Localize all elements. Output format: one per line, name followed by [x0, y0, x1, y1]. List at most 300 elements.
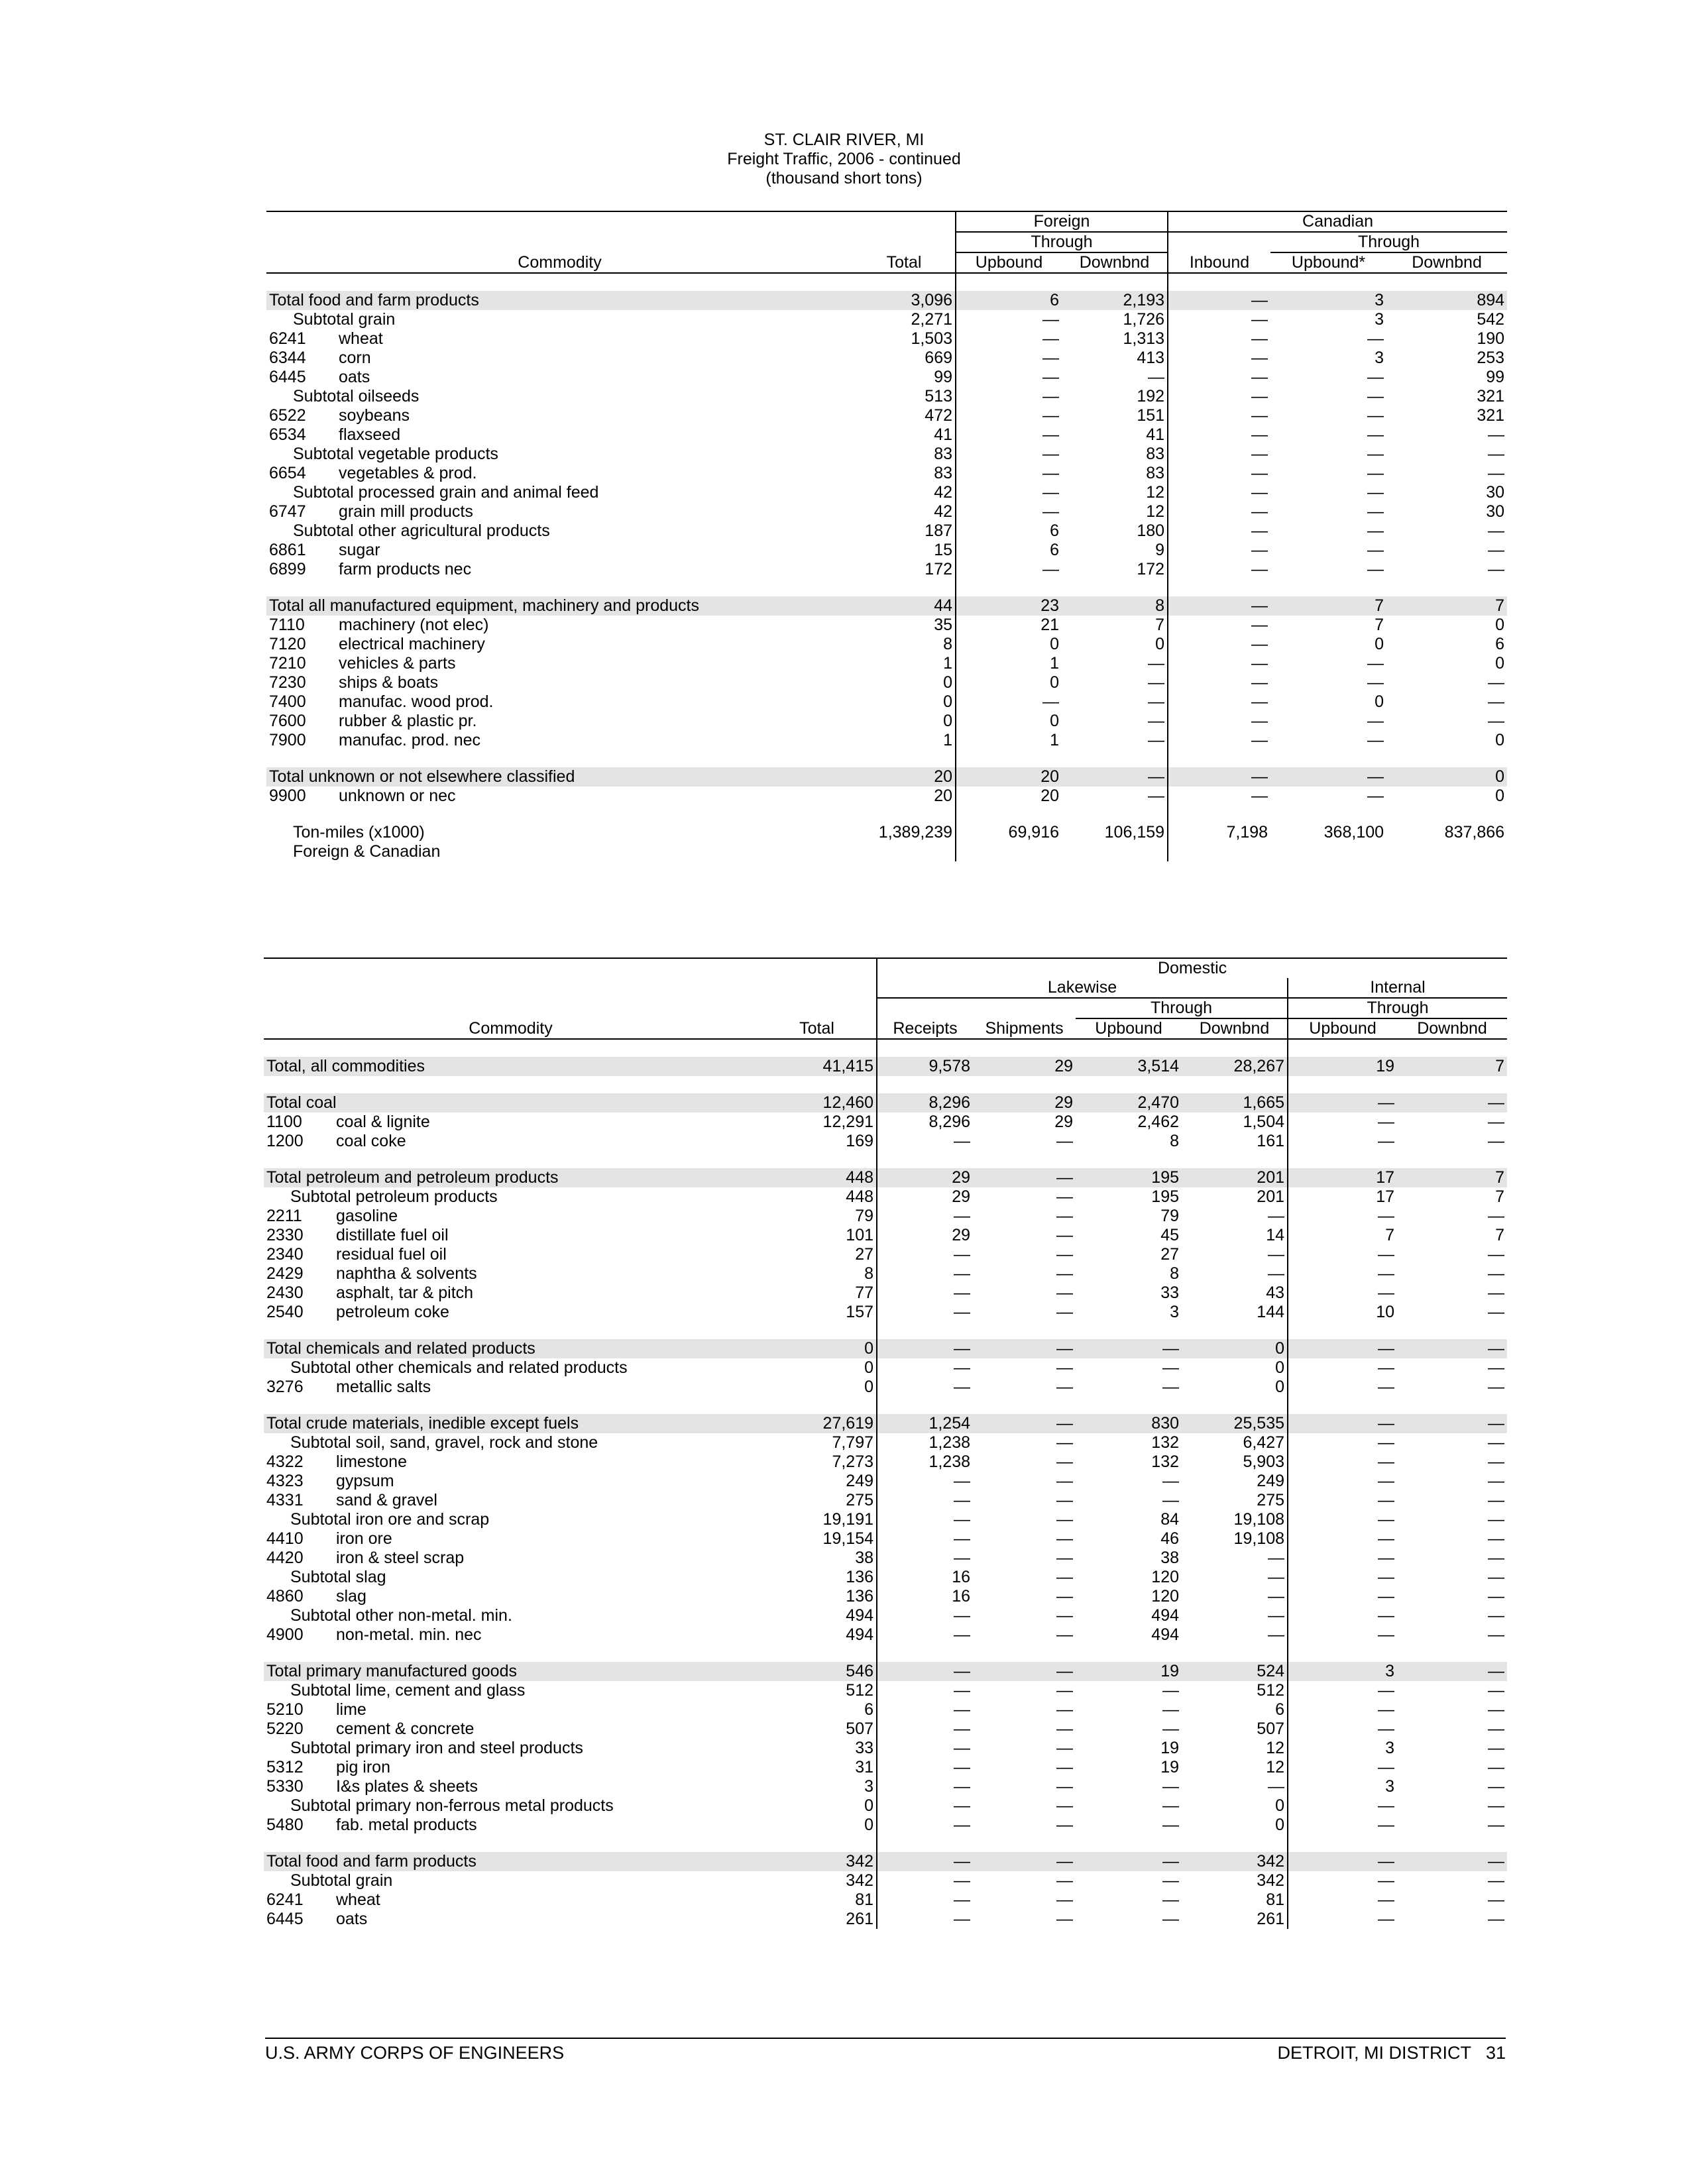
value-cell: — — [1488, 1472, 1505, 1490]
value-cell: 157 — [846, 1303, 874, 1321]
value-cell: 8,296 — [877, 1113, 973, 1132]
value-cell: 494 — [846, 1625, 874, 1644]
value-cell: 2,271 — [911, 310, 953, 329]
value-cell: — — [1488, 1207, 1505, 1225]
value-cell: 894 — [1386, 291, 1507, 310]
value-cell: — — [877, 1378, 973, 1397]
value-cell: 161 — [1257, 1132, 1285, 1150]
value-cell: 0 — [943, 712, 953, 730]
value-cell: — — [956, 368, 1062, 387]
value-cell: — — [1162, 1358, 1180, 1377]
value-cell: 1,238 — [877, 1452, 973, 1472]
value-cell: — — [1168, 521, 1270, 541]
value-cell: — — [1288, 1378, 1397, 1397]
value-cell: 201 — [1257, 1187, 1285, 1206]
commodity-row — [266, 787, 1507, 806]
commodity-row — [264, 1549, 1507, 1568]
value-cell: — — [1488, 445, 1505, 463]
value-cell: 180 — [1137, 521, 1165, 540]
commodity-label: Subtotal other agricultural products — [293, 521, 550, 540]
value-cell: — — [1056, 1226, 1074, 1244]
commodity-code: 7600 — [269, 712, 306, 730]
commodity-label: pig iron — [336, 1758, 390, 1776]
value-cell: — — [1488, 1510, 1505, 1529]
value-cell: 2,462 — [1137, 1113, 1180, 1131]
value-cell: 19 — [1076, 1662, 1182, 1681]
value-cell: 6 — [956, 291, 1062, 310]
total-row — [264, 1057, 1507, 1076]
value-cell: — — [1367, 521, 1384, 540]
value-cell: 7 — [1495, 1187, 1505, 1206]
value-cell: — — [1168, 692, 1270, 712]
commodity-row — [266, 541, 1507, 560]
value-cell: 30 — [1486, 483, 1505, 502]
subtotal-row — [264, 1606, 1507, 1625]
value-cell: 1 — [956, 654, 1062, 673]
value-cell: — — [1288, 1796, 1397, 1816]
value-cell: — — [877, 1510, 973, 1529]
value-cell: — — [1162, 1720, 1180, 1738]
lakewise-upbound: Upbound — [1076, 1018, 1182, 1039]
value-cell: — — [1268, 1568, 1285, 1586]
commodity-row — [264, 1529, 1507, 1549]
value-cell: — — [1488, 1132, 1505, 1150]
value-cell: — — [877, 1339, 973, 1358]
value-cell: — — [956, 425, 1062, 445]
commodity-code: 2330 — [266, 1226, 304, 1244]
value-cell: — — [877, 1910, 973, 1929]
value-cell: — — [1288, 1720, 1397, 1739]
value-cell: 3,096 — [853, 291, 956, 310]
value-cell: 1 — [943, 654, 953, 673]
value-cell: 43 — [1266, 1283, 1285, 1302]
commodity-label: Total unknown or not elsewhere classified — [266, 767, 853, 787]
commodity-label: Total, all commodities — [264, 1057, 758, 1076]
subtotal-row — [264, 1871, 1507, 1890]
value-cell: — — [1367, 712, 1384, 730]
commodity-label: electrical machinery — [339, 635, 485, 653]
commodity-row — [266, 560, 1507, 579]
value-cell: — — [1056, 1187, 1074, 1206]
value-cell: 8 — [1170, 1264, 1180, 1283]
report-header — [0, 131, 1688, 188]
value-cell: — — [1488, 1890, 1505, 1909]
value-cell: 261 — [1257, 1910, 1285, 1928]
value-cell: — — [1076, 1852, 1182, 1871]
commodity-row — [264, 1113, 1507, 1132]
commodity-row — [264, 1720, 1507, 1739]
value-cell: — — [877, 1662, 973, 1681]
commodity-label: Total crude materials, inedible except fuels — [264, 1414, 758, 1433]
value-cell: — — [1488, 464, 1505, 482]
value-cell: — — [1162, 1910, 1180, 1928]
value-cell: — — [1288, 1358, 1397, 1378]
commodity-row — [264, 1452, 1507, 1472]
value-cell: 83 — [934, 445, 953, 463]
value-cell: 0 — [864, 1358, 874, 1377]
value-cell: 0 — [1386, 767, 1507, 787]
value-cell: — — [1056, 1132, 1074, 1150]
value-cell: 3 — [1270, 291, 1386, 310]
commodity-label: distillate fuel oil — [336, 1226, 449, 1244]
value-cell: — — [1288, 1093, 1397, 1113]
page-footer — [265, 2038, 1506, 2063]
value-cell: — — [1288, 1264, 1397, 1283]
value-cell: — — [1488, 1529, 1505, 1548]
value-cell: 83 — [1146, 464, 1165, 482]
value-cell: 3 — [1375, 310, 1384, 329]
value-cell: — — [1056, 1549, 1074, 1567]
value-cell: — — [1367, 541, 1384, 559]
value-cell: — — [1162, 1378, 1180, 1396]
commodity-code: 4323 — [266, 1472, 304, 1490]
value-cell: 14 — [1266, 1226, 1285, 1244]
commodity-code: 1100 — [266, 1113, 302, 1131]
commodity-row — [264, 1283, 1507, 1303]
value-cell: 9 — [1155, 541, 1165, 559]
commodity-row — [264, 1587, 1507, 1606]
commodity-label: Total chemicals and related products — [264, 1339, 758, 1358]
value-cell: 8 — [1170, 1132, 1180, 1150]
value-cell: — — [877, 1606, 973, 1625]
value-cell: — — [1488, 1606, 1505, 1625]
commodity-label: Total petroleum and petroleum products — [264, 1168, 758, 1187]
value-cell: — — [1367, 787, 1384, 805]
value-cell: 494 — [1151, 1625, 1180, 1644]
commodity-label: Total coal — [264, 1093, 758, 1113]
commodity-label: Total food and farm products — [264, 1852, 758, 1871]
value-cell: 3 — [1375, 349, 1384, 367]
total-row — [266, 291, 1507, 310]
value-cell: 33 — [1160, 1283, 1180, 1302]
value-cell: — — [1488, 712, 1505, 730]
value-cell: 83 — [934, 464, 953, 482]
value-cell: 3 — [1288, 1739, 1397, 1758]
canadian-inbound: Inbound — [1168, 232, 1270, 273]
value-cell: 44 — [853, 596, 956, 616]
commodity-label: Subtotal grain — [290, 1871, 393, 1890]
value-cell: 0 — [956, 712, 1062, 731]
value-cell: 7 — [1270, 596, 1386, 616]
value-cell: 187 — [925, 521, 953, 540]
value-cell: — — [1488, 1681, 1505, 1700]
commodity-code: 7210 — [269, 654, 306, 673]
value-cell: — — [1056, 1491, 1074, 1509]
value-cell: 7 — [1288, 1226, 1397, 1245]
value-cell: — — [1056, 1283, 1074, 1302]
foreign-upbound: Upbound — [956, 252, 1062, 273]
commodity-code: 6747 — [269, 502, 306, 521]
commodity-code: 4420 — [266, 1549, 304, 1567]
value-cell: — — [956, 445, 1062, 464]
value-cell: — — [1168, 387, 1270, 406]
value-cell: 2,193 — [1062, 291, 1168, 310]
value-cell: — — [1168, 673, 1270, 692]
value-cell: — — [1268, 1264, 1285, 1283]
value-cell: — — [1056, 1529, 1074, 1548]
commodity-code: 5210 — [266, 1700, 304, 1719]
value-cell: 33 — [855, 1739, 874, 1757]
value-cell: 0 — [1275, 1796, 1285, 1815]
commodity-code: 9900 — [269, 787, 306, 805]
commodity-row — [266, 731, 1507, 750]
value-cell: 3,514 — [1076, 1057, 1182, 1076]
value-cell: — — [1268, 1549, 1285, 1567]
value-cell: 12,291 — [822, 1113, 874, 1131]
value-cell: — — [1488, 1433, 1505, 1452]
value-cell: 7 — [1386, 596, 1507, 616]
commodity-code: 6445 — [269, 368, 306, 386]
commodity-label: naphtha & solvents — [336, 1264, 477, 1283]
lakewise-shipments: Shipments — [973, 998, 1076, 1039]
value-cell: — — [1488, 1549, 1505, 1567]
value-cell: 0 — [943, 673, 953, 692]
value-cell: 16 — [877, 1568, 973, 1587]
value-cell: — — [1056, 1472, 1074, 1490]
value-cell: — — [1488, 1113, 1505, 1131]
value-cell: — — [1288, 1132, 1397, 1151]
value-cell: — — [1148, 712, 1165, 730]
value-cell: — — [1288, 1245, 1397, 1264]
commodity-label: manufac. wood prod. — [339, 692, 494, 711]
value-cell — [1270, 842, 1386, 861]
commodity-code: 6241 — [269, 329, 306, 348]
commodity-label: fab. metal products — [336, 1816, 477, 1834]
value-cell: 0 — [864, 1378, 874, 1396]
value-cell: — — [1288, 1113, 1397, 1132]
value-cell: — — [1056, 1207, 1074, 1225]
commodity-code: 6861 — [269, 541, 306, 559]
value-cell: — — [1488, 673, 1505, 692]
value-cell: — — [1488, 1587, 1505, 1606]
value-cell: — — [956, 464, 1062, 483]
value-cell — [956, 842, 1062, 861]
group-internal: Internal — [1288, 978, 1507, 998]
value-cell: — — [877, 1890, 973, 1910]
value-cell: 342 — [846, 1871, 874, 1890]
commodity-label: rubber & plastic pr. — [339, 712, 477, 730]
commodity-label: farm products nec — [339, 560, 472, 578]
value-cell: — — [1367, 673, 1384, 692]
commodity-code: 3276 — [266, 1378, 304, 1396]
value-cell: 81 — [1266, 1890, 1285, 1909]
commodity-row — [264, 1777, 1507, 1796]
commodity-code: 7900 — [269, 731, 306, 749]
value-cell: 29 — [877, 1226, 973, 1245]
value-cell: — — [1488, 1491, 1505, 1509]
value-cell: 16 — [877, 1587, 973, 1606]
value-cell: 45 — [1160, 1226, 1180, 1244]
value-cell: 20 — [853, 767, 956, 787]
value-cell: — — [1056, 1871, 1074, 1890]
canadian-through: Through — [1270, 232, 1507, 252]
subtotal-row — [266, 387, 1507, 406]
commodity-label: cement & concrete — [336, 1720, 475, 1738]
value-cell: 275 — [846, 1491, 874, 1509]
value-cell: — — [1056, 1739, 1074, 1757]
value-cell: — — [1162, 1816, 1180, 1834]
value-cell: 1,238 — [877, 1433, 973, 1452]
subtotal-row — [264, 1568, 1507, 1587]
value-cell: 19,108 — [1233, 1510, 1285, 1529]
value-cell: — — [1056, 1568, 1074, 1586]
value-cell: — — [1288, 1606, 1397, 1625]
commodity-code: 6241 — [266, 1890, 304, 1909]
value-cell: — — [1397, 1414, 1507, 1433]
commodity-code: 2429 — [266, 1264, 304, 1283]
internal-upbound: Upbound — [1288, 1018, 1397, 1039]
value-cell: 830 — [1076, 1414, 1182, 1433]
commodity-label: gasoline — [336, 1207, 398, 1225]
value-cell: 512 — [846, 1681, 874, 1700]
value-cell: — — [973, 1414, 1076, 1433]
value-cell: 27,619 — [758, 1414, 877, 1433]
value-cell: 0 — [1375, 692, 1384, 711]
value-cell — [1386, 842, 1507, 861]
commodity-label: flaxseed — [339, 425, 401, 444]
value-cell: — — [1288, 1890, 1397, 1910]
commodity-label: Foreign & Canadian — [293, 842, 441, 861]
value-cell: 8 — [864, 1264, 874, 1283]
value-cell: 12 — [1266, 1758, 1285, 1776]
commodity-label: manufac. prod. nec — [339, 731, 481, 749]
value-cell: 507 — [846, 1720, 874, 1738]
value-cell: 8 — [1062, 596, 1168, 616]
value-cell: 38 — [855, 1549, 874, 1567]
value-cell: 448 — [846, 1187, 874, 1206]
value-cell: — — [956, 349, 1062, 368]
value-cell: — — [1168, 596, 1270, 616]
value-cell: 7 — [1397, 1057, 1507, 1076]
header-units: (thousand short tons) — [765, 169, 923, 188]
value-cell: 201 — [1182, 1168, 1288, 1187]
value-cell: — — [1168, 464, 1270, 483]
total-row — [264, 1168, 1507, 1187]
lakewise-receipts: Receipts — [877, 998, 973, 1039]
commodity-code: 4331 — [266, 1491, 304, 1509]
value-cell: 494 — [846, 1606, 874, 1625]
commodity-row — [266, 673, 1507, 692]
value-cell: — — [1288, 1625, 1397, 1645]
commodity-row — [266, 654, 1507, 673]
commodity-code: 7110 — [269, 616, 305, 634]
value-cell — [1062, 842, 1168, 861]
canadian-downbnd: Downbnd — [1386, 252, 1507, 273]
commodity-code: 6534 — [269, 425, 306, 444]
value-cell: — — [1488, 1245, 1505, 1264]
total-row — [266, 596, 1507, 616]
value-cell: 132 — [1151, 1452, 1180, 1471]
value-cell: — — [1268, 1207, 1285, 1225]
foreign-through: Through — [956, 232, 1168, 252]
value-cell: — — [1367, 464, 1384, 482]
value-cell: — — [1168, 635, 1270, 654]
value-cell: — — [1488, 1283, 1505, 1302]
total-row — [264, 1414, 1507, 1433]
value-cell: 507 — [1257, 1720, 1285, 1738]
commodity-label: Subtotal other chemicals and related products — [290, 1358, 628, 1377]
commodity-label: slag — [336, 1587, 366, 1606]
col-commodity: Commodity — [264, 958, 758, 1039]
value-cell: — — [877, 1739, 973, 1758]
value-cell: 275 — [1257, 1491, 1285, 1509]
value-cell: 79 — [855, 1207, 874, 1225]
value-cell: 99 — [934, 368, 953, 386]
value-cell: 144 — [1257, 1303, 1285, 1321]
value-cell: — — [1168, 349, 1270, 368]
value-cell: 41 — [1146, 425, 1165, 444]
value-cell: 249 — [846, 1472, 874, 1490]
value-cell: 29 — [877, 1168, 973, 1187]
value-cell: — — [1056, 1510, 1074, 1529]
commodity-row — [264, 1378, 1507, 1397]
value-cell: — — [1162, 1777, 1180, 1796]
value-cell: 25,535 — [1182, 1414, 1288, 1433]
value-cell: — — [1162, 1890, 1180, 1909]
value-cell: 12 — [1146, 502, 1165, 521]
value-cell: — — [1056, 1245, 1074, 1264]
value-cell: 342 — [1182, 1852, 1288, 1871]
value-cell: — — [1168, 483, 1270, 502]
commodity-row — [264, 1910, 1507, 1929]
value-cell: 6 — [864, 1700, 874, 1719]
commodity-row — [266, 635, 1507, 654]
internal-downbnd: Downbnd — [1397, 1018, 1507, 1039]
value-cell: — — [1162, 1491, 1180, 1509]
value-cell: — — [1268, 1245, 1285, 1264]
value-cell: 42 — [934, 483, 953, 502]
value-cell: — — [1056, 1587, 1074, 1606]
value-cell: 0 — [956, 635, 1062, 654]
value-cell: 448 — [758, 1168, 877, 1187]
value-cell: 6 — [956, 541, 1062, 560]
commodity-label: grain mill products — [339, 502, 473, 521]
commodity-row — [264, 1226, 1507, 1245]
value-cell: — — [877, 1245, 973, 1264]
value-cell: 3 — [864, 1777, 874, 1796]
value-cell: — — [1268, 1777, 1285, 1796]
value-cell: 20 — [956, 787, 1062, 806]
subtotal-row — [266, 310, 1507, 329]
value-cell: — — [877, 1625, 973, 1645]
value-cell: 0 — [1155, 635, 1165, 653]
value-cell: — — [877, 1491, 973, 1510]
commodity-row — [264, 1890, 1507, 1910]
value-cell: — — [1397, 1852, 1507, 1871]
value-cell: 0 — [956, 673, 1062, 692]
commodity-label: vegetables & prod. — [339, 464, 477, 482]
value-cell: — — [1062, 767, 1168, 787]
value-cell: 29 — [973, 1093, 1076, 1113]
value-cell: 35 — [934, 616, 953, 634]
value-cell: 7,273 — [832, 1452, 874, 1471]
value-cell: 1,726 — [1123, 310, 1165, 329]
header-subtitle: Freight Traffic, 2006 - continued — [727, 150, 961, 168]
value-cell: 83 — [1146, 445, 1165, 463]
value-cell: — — [1488, 1378, 1505, 1396]
value-cell: 7 — [1397, 1168, 1507, 1187]
commodity-row — [266, 692, 1507, 712]
value-cell: 77 — [855, 1283, 874, 1302]
commodity-label: Subtotal petroleum products — [290, 1187, 498, 1206]
value-cell: — — [877, 1264, 973, 1283]
value-cell: 120 — [1151, 1568, 1180, 1586]
value-cell: 19 — [1160, 1758, 1180, 1776]
value-cell: — — [1162, 1871, 1180, 1890]
commodity-code: 6899 — [269, 560, 306, 578]
value-cell: — — [1168, 406, 1270, 425]
value-cell: 46 — [1160, 1529, 1180, 1548]
